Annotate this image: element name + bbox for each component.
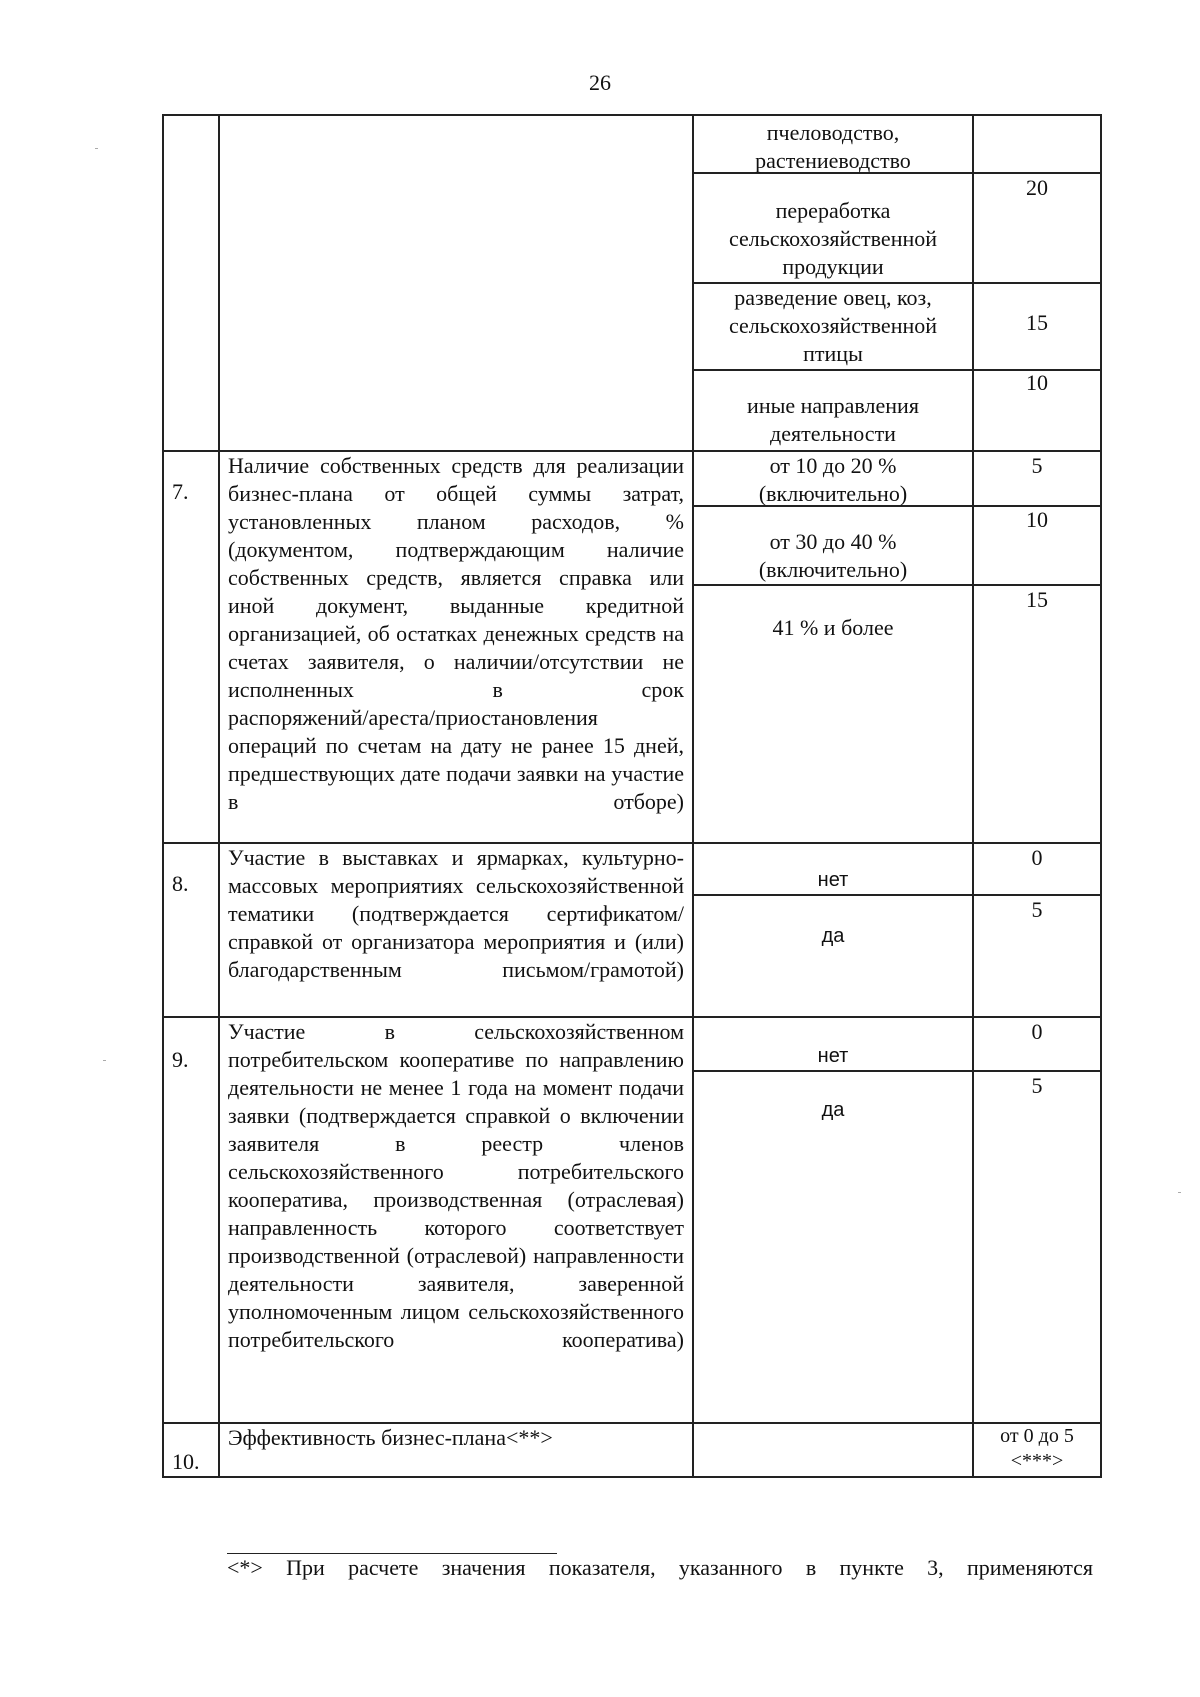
row8-criterion: Участие в выставках и ярмарках, культурно-массовых мероприятиях сельскохозяйственной тематики (подтверждается сертификатом/справкой от организатора мероприятия и (или) благодарственным письмом/грамотой) (228, 845, 684, 982)
row8-points-no: 0 (1031, 845, 1043, 870)
row1-points-3: 15 (1026, 310, 1048, 335)
table-col-line-2 (692, 114, 694, 1478)
row1-option-1: пчеловодство, растениеводство (755, 120, 911, 173)
criteria-table (162, 114, 1102, 1478)
row8-option-no: нет (817, 869, 849, 891)
row9-option-yes: да (821, 1099, 845, 1121)
row7-criterion-main: Наличие собственных средств для реализации бизнес-плана от общей суммы затрат, установленных планом расходов, % (документом, подтверждающим наличие собственных средств, является справка или иной документ, выданные кредитной организацией, об остатках денежных средств на счетах заявителя, о наличии/отсутствии не исполненных в срок (228, 453, 684, 702)
row9-number: 9. (172, 1047, 189, 1072)
row1-option-3: разведение овец, коз, сельскохозяйственной птицы (728, 285, 938, 366)
row8-points-yes: 5 (1031, 897, 1043, 922)
row1-points-2: 20 (1026, 175, 1048, 200)
row7-points-2: 10 (1026, 507, 1048, 532)
scan-speck (103, 1060, 106, 1061)
footnote: <*> При расчете значения показателя, указанного в пункте 3, применяются (227, 1555, 1093, 1580)
row7-option-3: 41 % и более (772, 615, 894, 640)
row9-points-no: 0 (1031, 1019, 1043, 1044)
row8-number: 8. (172, 871, 189, 896)
table-border-right (1100, 114, 1102, 1478)
row10-criterion: Эффективность бизнес-плана<**> (228, 1425, 553, 1450)
row7-points-1: 5 (1031, 453, 1043, 478)
scan-speck (1178, 1192, 1181, 1193)
row1-option-2: переработка сельскохозяйственной продукции (728, 198, 938, 279)
row10-points: от 0 до 5 <***> (1000, 1425, 1074, 1472)
row1-option-4: иные направления деятельности (747, 393, 919, 446)
row1-points-4: 10 (1026, 370, 1048, 395)
row7-criterion-tail: распоряжений/ареста/приостановления (228, 705, 598, 730)
row10-number: 10. (172, 1449, 200, 1474)
row9-points-yes: 5 (1031, 1073, 1043, 1098)
row7-option-2: от 30 до 40 % (включительно) (758, 529, 908, 582)
scan-speck (95, 148, 98, 149)
row7-criterion (228, 452, 684, 816)
table-border-bottom (162, 1476, 1102, 1478)
table-border-top (162, 114, 1102, 116)
row7-number: 7. (172, 479, 189, 504)
row9-criterion: Участие в сельскохозяйственном потребительском кооперативе по направлению деятельности не менее 1 года на момент подачи заявки (подтверждается справкой о включении заявителя в реестр членов сельскохозяйственного потребительского кооператива, производственная (отраслевая) направленность которого соответствует производственной (отраслевой) направленности деятельности заявителя, заверенной уполномоченным лицом сельскохозяйственного потребительского кооператива) (228, 1019, 684, 1352)
row9-option-no: нет (817, 1045, 849, 1067)
page-number: 26 (589, 70, 611, 95)
row7-option-1: от 10 до 20 % (включительно) (758, 453, 908, 506)
table-border-left (162, 114, 164, 1478)
table-col-line-1 (218, 114, 220, 1478)
row7-points-3: 15 (1026, 587, 1048, 612)
row8-option-yes: да (821, 925, 845, 947)
row7-criterion-end: операций по счетам на дату не ранее 15 дней, предшествующих дате подачи заявки на участие в отборе) (228, 733, 684, 814)
